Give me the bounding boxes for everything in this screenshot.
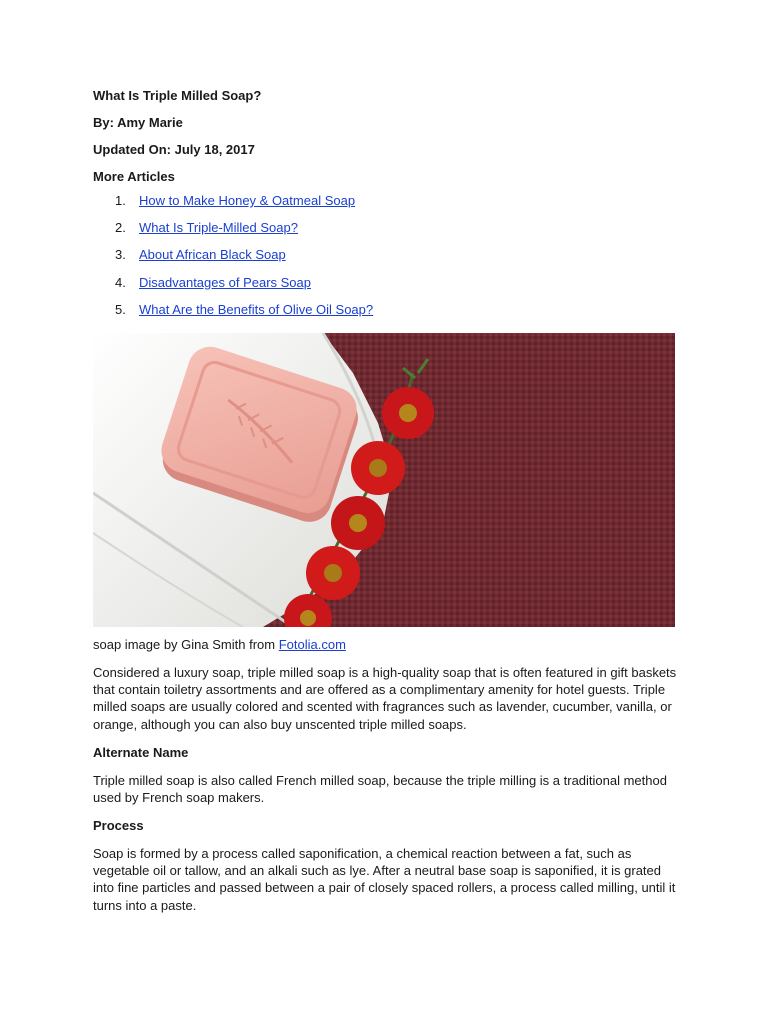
section-heading-process: Process xyxy=(93,818,144,833)
list-number: 3. xyxy=(115,247,126,263)
article-link-pears-soap[interactable]: Disadvantages of Pears Soap xyxy=(139,274,311,290)
section-heading-alternate-name: Alternate Name xyxy=(93,745,189,760)
list-item xyxy=(93,220,683,247)
paragraph-process: Soap is formed by a process called saponification, a chemical reaction between a fat, such as vegetable oil or tallow, and an alkali such as lye. After a neutral base soap is saponified, it is grated into fine particles and passed between a pair of closely spaced rollers, a process called milling, until it turns into a paste. xyxy=(93,846,676,913)
article-link-olive-oil[interactable]: What Are the Benefits of Olive Oil Soap? xyxy=(139,301,374,317)
caption-source-link[interactable]: Fotolia.com xyxy=(278,637,346,652)
list-item xyxy=(93,247,683,274)
article-link-african-black[interactable]: About African Black Soap xyxy=(139,247,286,263)
image-caption xyxy=(93,637,346,653)
list-number: 5. xyxy=(115,301,126,317)
more-articles-heading: More Articles xyxy=(93,169,175,184)
article-author: By: Amy Marie xyxy=(93,115,183,130)
soap-photo xyxy=(93,333,675,627)
article-header xyxy=(93,84,683,329)
list-number: 4. xyxy=(115,274,126,290)
caption-text: soap image by Gina Smith from xyxy=(93,637,279,652)
list-item xyxy=(93,193,683,220)
article-title: What Is Triple Milled Soap? xyxy=(93,88,262,103)
list-item xyxy=(93,275,683,302)
list-number: 2. xyxy=(115,220,126,236)
article-link-honey-oatmeal[interactable]: How to Make Honey & Oatmeal Soap xyxy=(139,193,356,208)
more-articles-list xyxy=(93,193,683,329)
soap-photo-illustration xyxy=(93,333,675,627)
list-number: 1. xyxy=(115,193,126,208)
paragraph-intro: Considered a luxury soap, triple milled soap is a high-quality soap that is often featured in gift baskets that contain toiletry assortments and are offered as a complimentary amenity for hotel guests. Triple milled soaps are usually colored and scented with fragrances such as lavender, cucumber, vanilla, or orange, although you can also buy unscented triple milled soaps. xyxy=(93,665,677,732)
list-item xyxy=(93,302,683,329)
article-link-triple-milled[interactable]: What Is Triple-Milled Soap? xyxy=(139,220,298,236)
paragraph-alternate-name: Triple milled soap is also called French milled soap, because the triple milling is a traditional method used by French soap makers. xyxy=(93,773,667,806)
article-updated-date: Updated On: July 18, 2017 xyxy=(93,142,255,157)
